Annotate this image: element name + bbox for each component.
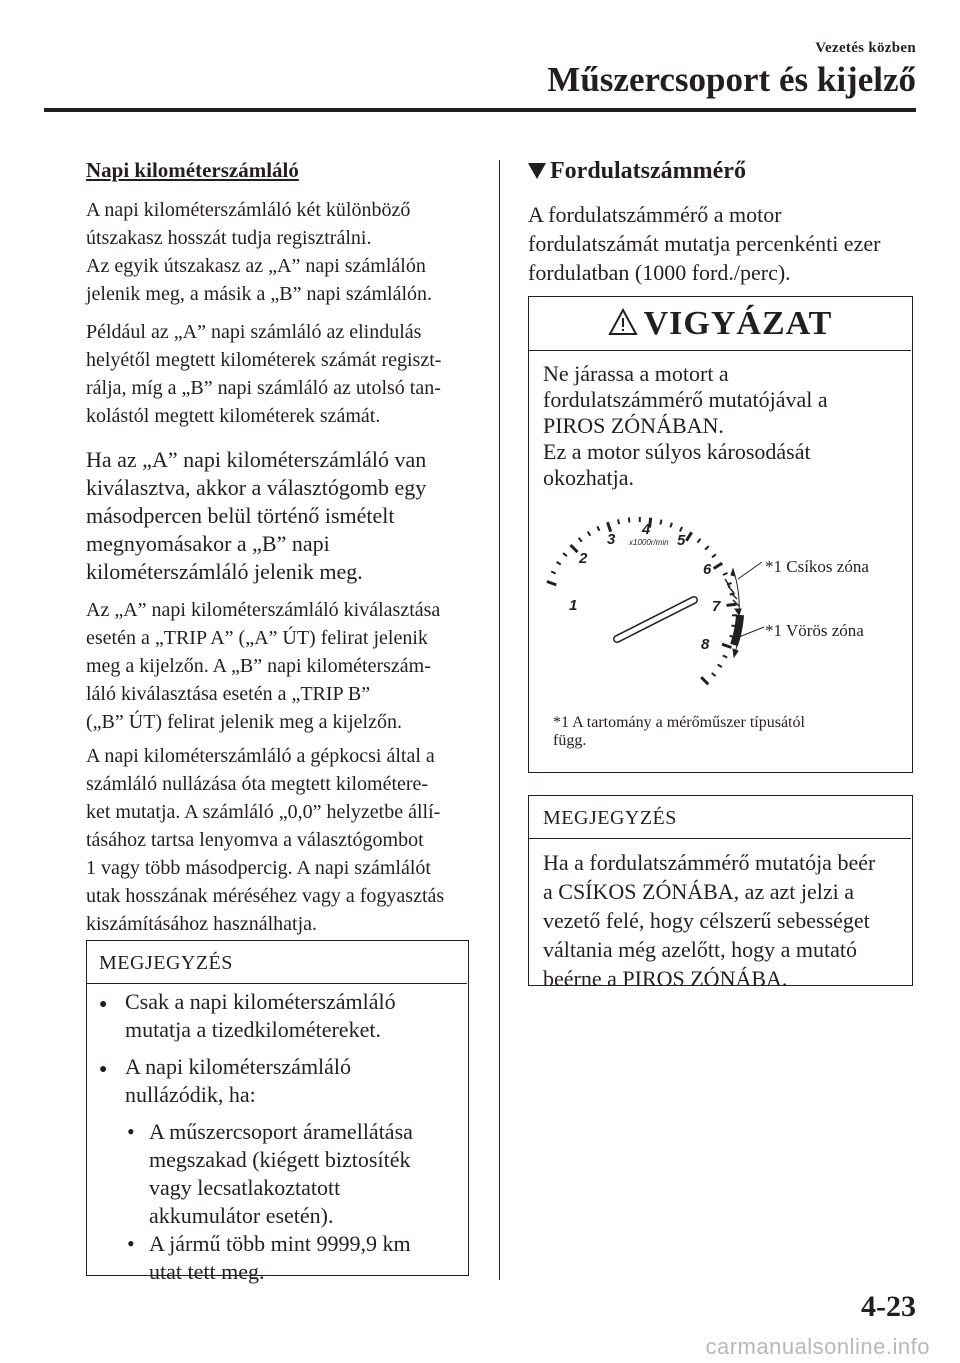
gauge-tick (723, 573, 728, 575)
gauge-tick (680, 527, 682, 532)
gauge-tick (723, 655, 728, 657)
sub-bullet-dot: • (127, 1119, 135, 1144)
sub-bullet-dot: • (127, 1231, 135, 1256)
gauge-tick (557, 562, 561, 565)
header-rule (44, 108, 916, 112)
watermark: carmanualsonline.info (705, 1334, 930, 1359)
gauge-tick (712, 554, 716, 557)
gauge-number-5: 5 (677, 532, 686, 549)
gauge-tick (697, 539, 700, 543)
note-label: MEGJEGYZÉS (543, 807, 677, 829)
label-red-zone: *1 Vörös zóna (765, 621, 864, 640)
note-bullet-1: Csak a napi kilométerszámláló mutatja a tizedkilométereket. (125, 989, 396, 1042)
label-striped-zone: *1 Csíkos zóna (765, 557, 869, 576)
gauge-unit-label: x1000r/min (629, 538, 669, 547)
gauge-tick (701, 677, 708, 684)
note-box-trip (86, 940, 469, 1284)
section-heading-tachometer (528, 158, 746, 186)
note-box-header (529, 796, 911, 839)
column-divider (499, 160, 500, 1280)
gauge-tick (597, 526, 599, 531)
gauge-number-1: 1 (569, 597, 578, 614)
triangle-down-icon (528, 159, 546, 186)
paragraph-3: Ha az „A” napi kilométerszámláló van kiválasztva, akkor a választógomb egy másodpercen belül történő ismételt megnyomásakor a „B” napi kilométerszámláló jelenik meg. (86, 447, 427, 584)
caution-box (528, 296, 913, 773)
section-heading-trip-meter: Napi kilométerszámláló (86, 158, 299, 182)
tachometer-heading-text: Fordulatszámmérő (550, 158, 746, 184)
page-number: 4-23 (861, 1290, 916, 1323)
gauge-tick (547, 582, 556, 585)
gauge-tick (727, 604, 737, 605)
gauge-tick (618, 519, 619, 524)
gauge-tick (722, 644, 732, 647)
gauge-number-8: 8 (701, 636, 710, 653)
gauge-tick (714, 563, 723, 568)
gauge-tick (705, 546, 709, 550)
gauge-number-2: 2 (579, 550, 588, 567)
running-header-section: Vezetés közben (815, 40, 916, 56)
note-box-header (87, 941, 467, 984)
gauge-number-3: 3 (607, 531, 616, 548)
paragraph-1: A napi kilométerszámláló két különböző útszakasz hosszát tudja regisztrálni. Az egyik útszakasz az „A” napi számlálón jelenik meg, a másik a „B” napi számlálón. (86, 199, 432, 305)
note-label: MEGJEGYZÉS (99, 952, 233, 974)
note-text: Ha a fordulatszámmérő mutatója beér a CSÍKOS ZÓNÁBA, az azt jelzi a vezető felé, hogy célszerű sebességet váltania még azelőtt, hogy a mutató beérne a PIROS ZÓNÁBA. (543, 850, 876, 991)
gauge-tick (686, 532, 691, 541)
gauge-tick (660, 520, 661, 525)
gauge-number-6: 6 (703, 561, 712, 578)
gauge-tick (718, 665, 722, 668)
gauge-tick (579, 538, 582, 542)
gauge-tick (670, 523, 672, 528)
gauge-tick (563, 553, 567, 556)
page-title: Műszercsoport és kijelző (547, 60, 916, 99)
paragraph-2: Például az „A” napi számláló az elindulás helyétől megtett kilométerek számát regiszt- rálja, míg a „B” napi számláló az utolsó tan- kolástól megtett kilométerek számát. (86, 321, 442, 427)
bullet-dot: ● (99, 997, 108, 1012)
caution-text: Ne járassa a motort a fordulatszámmérő mutatójával a PIROS ZÓNÁBAN. Ez a motor súlyos károsodását okozhatja. (543, 361, 828, 490)
note-bullet-2: A napi kilométerszámláló nullázódik, ha: (125, 1054, 352, 1107)
tachometer-gauge-illustration (529, 497, 912, 697)
gauge-tick (588, 532, 591, 536)
note-sub-bullet-1: A műszercsoport áramellátása megszakad (kiégett biztosíték vagy lecsatlakoztatott akkumulátor esetén). (149, 1119, 413, 1228)
caution-box-header (529, 297, 911, 351)
tachometer-paragraph: A fordulatszámmérő a motor fordulatszámát mutatja percenkénti ezer fordulatban (1000 ford./perc). (528, 202, 881, 285)
gauge-footnote: *1 A tartomány a mérőműszer típusától függ. (553, 714, 805, 749)
note-sub-bullet-2: A jármű több mint 9999,9 km utat tett meg. (149, 1231, 411, 1284)
caution-title: VIGYÁZAT (643, 305, 833, 342)
gauge-tick (551, 571, 556, 573)
gauge-tick (629, 518, 630, 523)
striped-leader-line (738, 562, 762, 579)
warning-triangle-icon (608, 308, 638, 341)
gauge-number-7: 7 (712, 598, 721, 615)
bullet-dot: ● (99, 1062, 108, 1077)
gauge-tick (712, 673, 716, 676)
paragraph-4: Az „A” napi kilométerszámláló kiválasztása esetén a „TRIP A” („A” ÚT) felirat jelenik meg a kijelzőn. A „B” napi kilométerszám- láló kiválasztása esetén a „TRIP B” („B” ÚT) felirat jelenik meg a kijelzőn. (86, 599, 441, 733)
gauge-needle (617, 600, 694, 639)
red-leader-line (739, 627, 764, 637)
gauge-number-4: 4 (642, 521, 651, 538)
paragraph-5: A napi kilométerszámláló a gépkocsi által a számláló nullázása óta megtett kilométere- ket mutatja. A számláló „0,0” helyzetbe állí- tásához tartsa lenyomva a választógombot 1 vagy több másodpercig. A napi számlálót utak hosszának méréséhez vagy a fogyasztás kiszámításához használhatja. (86, 745, 445, 935)
gauge-tick (571, 545, 578, 552)
note-box-tachometer (528, 795, 913, 991)
